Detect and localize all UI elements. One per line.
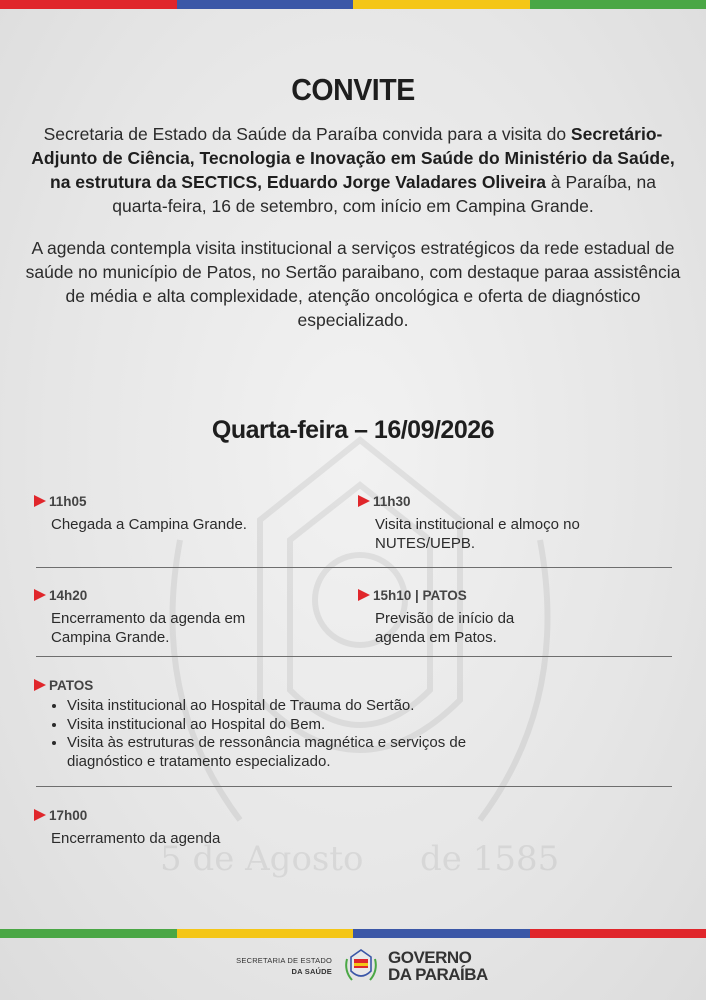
stripe-red	[530, 929, 706, 938]
list-item: • Visita institucional ao Hospital de Trauma do Sertão.	[67, 697, 654, 716]
slot-time: 11h30	[373, 493, 411, 509]
slot-1130	[358, 493, 658, 553]
patos-label: PATOS	[49, 677, 94, 693]
slot-desc: Encerramento da agenda	[51, 830, 221, 847]
intro-bold: Secretário-Adjunto de Ciência, Tecnologia e Inovação em Saúde do Ministério da Saúde, na estrutura da SECTICS, Eduardo Jorge Valadares Oliveira	[31, 124, 675, 192]
slot-time: 14h20	[49, 587, 88, 603]
paraiba-coat-of-arms-icon	[342, 947, 380, 985]
secretaria-line1: SECRETARIA DE ESTADO	[236, 956, 332, 965]
stripe-green	[0, 929, 177, 938]
footer	[0, 945, 706, 990]
slot-time: 11h05	[49, 493, 87, 509]
patos-section	[34, 677, 654, 771]
intro-paragraph	[20, 122, 686, 218]
bottom-color-stripe	[0, 929, 706, 938]
stripe-blue	[177, 0, 354, 9]
intro-after: à Paraíba, na quarta-feira, 16 de setembro, com início em Campina Grande.	[112, 172, 656, 216]
gov-line2: DA PARAÍBA	[388, 965, 488, 984]
list-item: • Visita institucional ao Hospital do Bem.	[67, 716, 654, 735]
watermark-text-right: de 1585	[420, 839, 560, 879]
secretaria-line2: DA SAÚDE	[291, 967, 332, 976]
slot-desc: Visita institucional e almoço no NUTES/UEPB.	[375, 516, 580, 552]
stripe-red	[0, 0, 177, 9]
slot-1420	[34, 587, 334, 647]
governo-logo-text	[388, 949, 488, 983]
page-title: CONVITE	[291, 72, 415, 107]
divider	[36, 656, 672, 657]
stripe-blue	[353, 929, 530, 938]
slot-time: 17h00	[49, 807, 88, 823]
red-arrow-icon	[34, 495, 46, 507]
day-heading: Quarta-feira – 16/09/2026	[211, 416, 495, 444]
watermark-text-left: 5 de Agosto	[160, 839, 364, 879]
slot-time: 15h10 | PATOS	[373, 587, 467, 603]
stripe-yellow	[177, 929, 354, 938]
secretaria-logo-text	[232, 955, 332, 977]
agenda-paragraph: A agenda contempla visita institucional a serviços estratégicos da rede estadual de saúde no município de Patos, no Sertão paraibano, com destaque paraa assistência de média e alta complexidade, atenção oncológica e oferta de diagnóstico especializado.	[25, 238, 681, 330]
red-arrow-icon	[34, 679, 46, 691]
slot-1105	[34, 493, 334, 534]
slot-1510-patos	[358, 587, 658, 647]
patos-list	[51, 697, 654, 771]
list-item: • Visita às estruturas de ressonância magnética e serviços de diagnóstico e tratamento especializado.	[67, 734, 527, 771]
slot-desc: Encerramento da agenda em Campina Grande.	[51, 610, 246, 646]
slot-desc: Previsão de início da agenda em Patos.	[375, 610, 515, 646]
divider	[36, 567, 672, 568]
red-arrow-icon	[34, 809, 46, 821]
top-color-stripe	[0, 0, 706, 9]
slot-1700	[34, 807, 334, 848]
stripe-green	[530, 0, 706, 9]
red-arrow-icon	[34, 589, 46, 601]
red-arrow-icon	[358, 495, 370, 507]
slot-desc: Chegada a Campina Grande.	[51, 516, 247, 533]
divider	[36, 786, 672, 787]
gov-line1: GOVERNO	[388, 948, 472, 967]
stripe-yellow	[353, 0, 530, 9]
intro-before: Secretaria de Estado da Saúde da Paraíba convida para a visita do	[43, 124, 571, 144]
red-arrow-icon	[358, 589, 370, 601]
